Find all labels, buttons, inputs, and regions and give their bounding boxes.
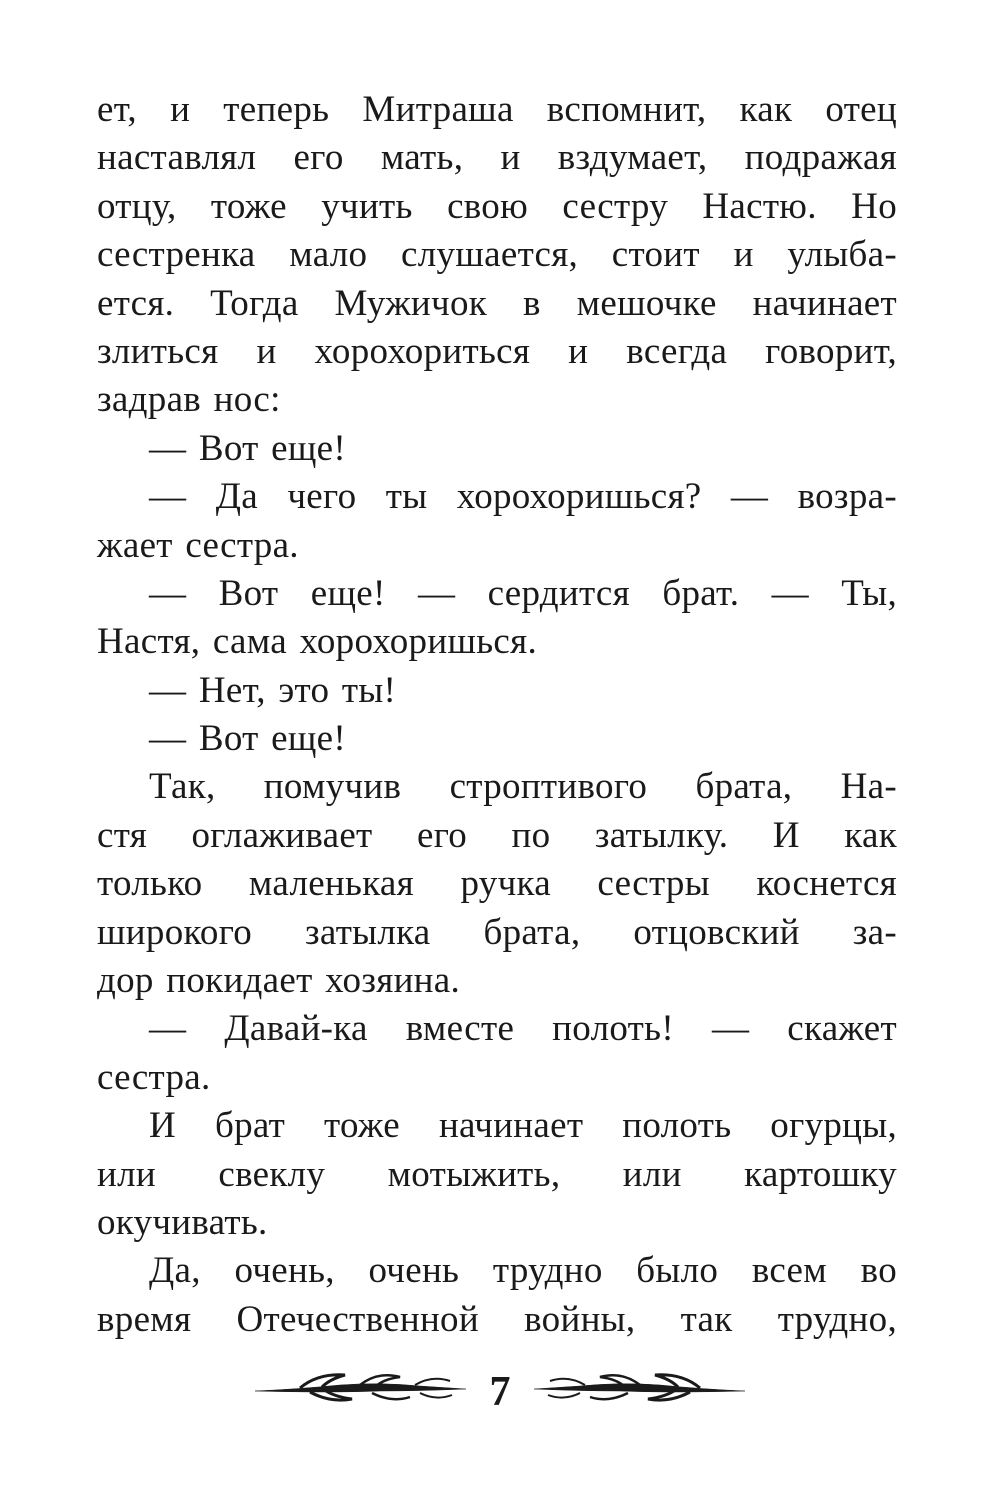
dialogue-line: — Вот еще! — сердится брат. — Ты, [149,572,897,614]
dialogue-line: — Нет, это ты! [149,669,397,711]
text-line: только маленькая ручка сестры коснется [97,863,897,905]
dialogue-line: — Вот еще! [149,718,347,760]
text-line: или свеклу мотыжить, или картошку [97,1153,897,1195]
paragraph-first-line: Да, очень, очень трудно было всем во [149,1250,897,1292]
text-line: наставлял его мать, и вздумает, подражая [97,137,897,179]
body-text [97,86,897,1344]
text-line: отцу, тоже учить свою сестру Настю. Но [97,185,897,227]
text-line: широкого затылка брата, отцовский за- [97,911,897,953]
text-line: окучивать. [97,1201,268,1243]
paragraph-first-line: Так, помучив строптивого брата, На- [149,766,897,808]
text-line: ет, и теперь Митраша вспомнит, как отец [97,89,897,130]
text-line: задрав нос: [97,379,281,421]
text-line: стя оглаживает его по затылку. И как [97,814,897,856]
dialogue-line: — Вот еще! [149,427,347,469]
text-line: сестра. [97,1056,211,1098]
text-line: сестренка мало слушается, стоит и улыба- [97,234,897,276]
text-line: жает сестра. [97,524,299,566]
text-line: Настя, сама хорохоришься. [97,621,538,663]
paragraph-first-line: И брат тоже начинает полоть огурцы, [149,1105,897,1147]
text-line: время Отечественной войны, так трудно, [97,1298,897,1340]
text-line: злиться и хорохориться и всегда говорит, [97,330,897,372]
page-number: 7 [489,1369,511,1415]
text-line: ется. Тогда Мужичок в мешочке начинает [97,282,897,324]
dialogue-line: — Давай-ка вместе полоть! — скажет [149,1008,897,1050]
dialogue-line: — Да чего ты хорохоришься? — возра- [149,476,897,518]
page-footer [0,1355,1000,1425]
text-line: дор покидает хозяина. [97,960,461,1002]
